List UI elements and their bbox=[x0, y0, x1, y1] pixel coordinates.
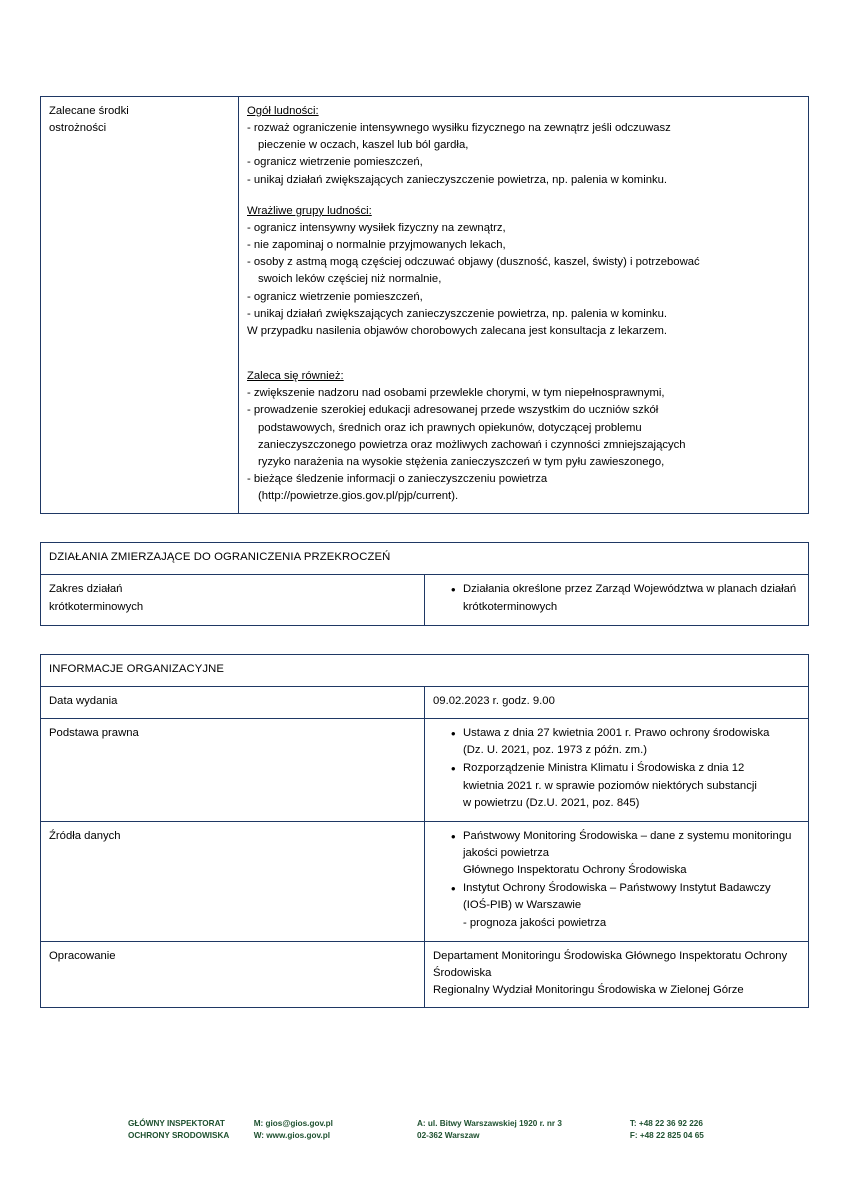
general-item-4: - unikaj działań zwiększających zanieczyszczenie powietrza, np. palenia w kominku. bbox=[247, 173, 668, 186]
general-item-2: pieczenie w oczach, kaszel lub ból gardła, bbox=[258, 139, 469, 152]
data-source-1-line1: Państwowy Monitoring Środowiska – dane z systemu monitoringu jakości powietrza bbox=[463, 829, 792, 859]
legal-basis-2-line2: kwietnia 2021 r. w sprawie poziomów niektórych substancji bbox=[463, 779, 757, 792]
legal-basis-list bbox=[433, 725, 800, 812]
footer-address-line2: 02-362 Warszaw bbox=[417, 1130, 480, 1140]
sensitive-item-4: swoich leków częściej niż normalnie, bbox=[258, 273, 442, 286]
also-item-2: - prowadzenie szerokiej edukacji adresowanej przede wszystkim do uczniów szkół bbox=[247, 404, 659, 417]
row-label-zrodla-danych: Źródła danych bbox=[41, 821, 425, 941]
table-gap bbox=[40, 626, 808, 654]
footer-email: M: gios@gios.gov.pl bbox=[253, 1119, 333, 1128]
precautions-label-line2: ostrożności bbox=[49, 122, 107, 135]
row-label-data-wydania: Data wydania bbox=[41, 686, 425, 718]
sensitive-item-2: - nie zapominaj o normalnie przyjmowanych lekach, bbox=[247, 239, 506, 252]
footer-fax-line: F: +48 22 825 04 65 bbox=[629, 1130, 704, 1140]
footer-contact-mail bbox=[254, 1118, 417, 1142]
table-row bbox=[41, 654, 809, 686]
also-item-3: podstawowych, średnich oraz ich prawnych opiekunów, dotyczącej problemu bbox=[258, 421, 642, 434]
table-row bbox=[41, 821, 809, 941]
table-row bbox=[41, 543, 809, 575]
footer-address bbox=[417, 1118, 630, 1142]
sensitive-item-7: W przypadku nasilenia objawów chorobowych zalecana jest konsultacja z lekarzem. bbox=[247, 324, 668, 337]
row-value-podstawa-prawna bbox=[425, 719, 809, 822]
data-source-2-line1: Instytut Ochrony Środowiska – Państwowy Instytut Badawczy (IOŚ-PIB) w Warszawie bbox=[463, 882, 771, 912]
organizational-title: INFORMACJE ORGANIZACYJNE bbox=[41, 654, 809, 686]
list-item: • Działania określone przez Zarząd Województwa w planach działań krótkoterminowych bbox=[451, 581, 800, 615]
precautions-label-line1: Zalecane środki bbox=[49, 105, 129, 117]
footer-website: W: www.gios.gov.pl bbox=[253, 1130, 330, 1140]
table-row bbox=[41, 575, 809, 625]
data-source-2-line2: - prognoza jakości powietrza bbox=[463, 916, 607, 929]
row-value-data-wydania: 09.02.2023 r. godz. 9.00 bbox=[425, 686, 809, 718]
list-item bbox=[451, 725, 800, 759]
data-source-1-line2: Głównego Inspektoratu Ochrony Środowiska bbox=[463, 864, 687, 877]
opracowanie-line1: Departament Monitoringu Środowiska Głównego Inspektoratu Ochrony Środowiska bbox=[433, 949, 788, 979]
general-item-1: - rozważ ograniczenie intensywnego wysiłku fizycznego na zewnątrz jeśli odczuwasz bbox=[247, 122, 671, 135]
footer-address-line1: A: ul. Bitwy Warszawskiej 1920 r. nr 3 bbox=[417, 1119, 562, 1128]
spacer bbox=[247, 189, 800, 203]
row-value-opracowanie bbox=[425, 941, 809, 1007]
footer-org-line2: OCHRONY SRODOWISKA bbox=[128, 1130, 230, 1140]
also-item-6: - bieżące śledzenie informacji o zanieczyszczeniu powietrza bbox=[247, 472, 548, 485]
precautions-content-cell bbox=[239, 97, 809, 514]
list-item bbox=[451, 828, 800, 879]
actions-label-line1: Zakres działań bbox=[49, 583, 123, 596]
row-label-opracowanie: Opracowanie bbox=[41, 941, 425, 1007]
spacer bbox=[247, 354, 800, 368]
table-row bbox=[41, 97, 809, 514]
row-value-zrodla-danych bbox=[425, 821, 809, 941]
sensitive-item-6: - unikaj działań zwiększających zanieczyszczenie powietrza, np. palenia w kominku. bbox=[247, 307, 668, 320]
footer-organization bbox=[40, 1118, 254, 1142]
actions-value-cell bbox=[425, 575, 809, 625]
sensitive-item-3: - osoby z astmą mogą częściej odczuwać objawy (duszność, kaszel, świsty) i potrzebować bbox=[247, 256, 700, 269]
legal-basis-2-line3: w powietrzu (Dz.U. 2021, poz. 845) bbox=[463, 796, 640, 809]
spacer bbox=[247, 340, 800, 354]
sensitive-item-1: - ogranicz intensywny wysiłek fizyczny na zewnątrz, bbox=[247, 221, 506, 234]
actions-table bbox=[40, 542, 809, 625]
also-item-4: zanieczyszczonego powietrza oraz możliwych zachowań i czynności zmniejszających bbox=[258, 438, 686, 451]
also-item-1: - zwiększenie nadzoru nad osobami przewlekle chorymi, w tym niepełnosprawnymi, bbox=[247, 387, 665, 400]
actions-label-cell bbox=[41, 575, 425, 625]
organizational-table bbox=[40, 654, 809, 1009]
group-heading-also: Zaleca się również: bbox=[247, 370, 344, 383]
group-heading-sensitive: Wrażliwe grupy ludności: bbox=[247, 204, 372, 217]
page-footer bbox=[0, 1118, 848, 1142]
row-label-podstawa-prawna: Podstawa prawna bbox=[41, 719, 425, 822]
opracowanie-line2: Regionalny Wydział Monitoringu Środowiska w Zielonej Górze bbox=[433, 984, 744, 997]
footer-phone bbox=[630, 1118, 808, 1142]
legal-basis-1-line2: (Dz. U. 2021, poz. 1973 z późn. zm.) bbox=[463, 744, 647, 757]
data-sources-list bbox=[433, 828, 800, 932]
actions-label-line2: krótkoterminowych bbox=[49, 600, 144, 613]
table-row bbox=[41, 686, 809, 718]
precautions-table bbox=[40, 96, 809, 514]
legal-basis-2-line1: Rozporządzenie Ministra Klimatu i Środowiska z dnia 12 bbox=[463, 762, 745, 775]
also-item-5: ryzyko narażenia na wysokie stężenia zanieczyszczeń w tym pyłu zawieszonego, bbox=[258, 455, 665, 468]
also-item-7: (http://powietrze.gios.gov.pl/pjp/current). bbox=[258, 490, 459, 503]
actions-bullet-list bbox=[433, 581, 800, 615]
sensitive-item-5: - ogranicz wietrzenie pomieszczeń, bbox=[247, 290, 423, 303]
list-item bbox=[451, 880, 800, 931]
footer-columns bbox=[40, 1118, 808, 1142]
list-item bbox=[451, 760, 800, 811]
precautions-label-cell bbox=[41, 97, 239, 514]
footer-org-line1: GŁÓWNY INSPEKTORAT bbox=[128, 1119, 225, 1128]
legal-basis-1-line1: Ustawa z dnia 27 kwietnia 2001 r. Prawo ochrony środowiska bbox=[463, 727, 770, 740]
table-row bbox=[41, 941, 809, 1007]
table-row bbox=[41, 719, 809, 822]
group-heading-general: Ogół ludności: bbox=[247, 105, 319, 117]
general-item-3: - ogranicz wietrzenie pomieszczeń, bbox=[247, 156, 423, 169]
actions-title: DZIAŁANIA ZMIERZAJĄCE DO OGRANICZENIA PRZEKROCZEŃ bbox=[41, 543, 809, 575]
footer-phone-line: T: +48 22 36 92 226 bbox=[629, 1119, 703, 1128]
table-gap bbox=[40, 514, 808, 542]
